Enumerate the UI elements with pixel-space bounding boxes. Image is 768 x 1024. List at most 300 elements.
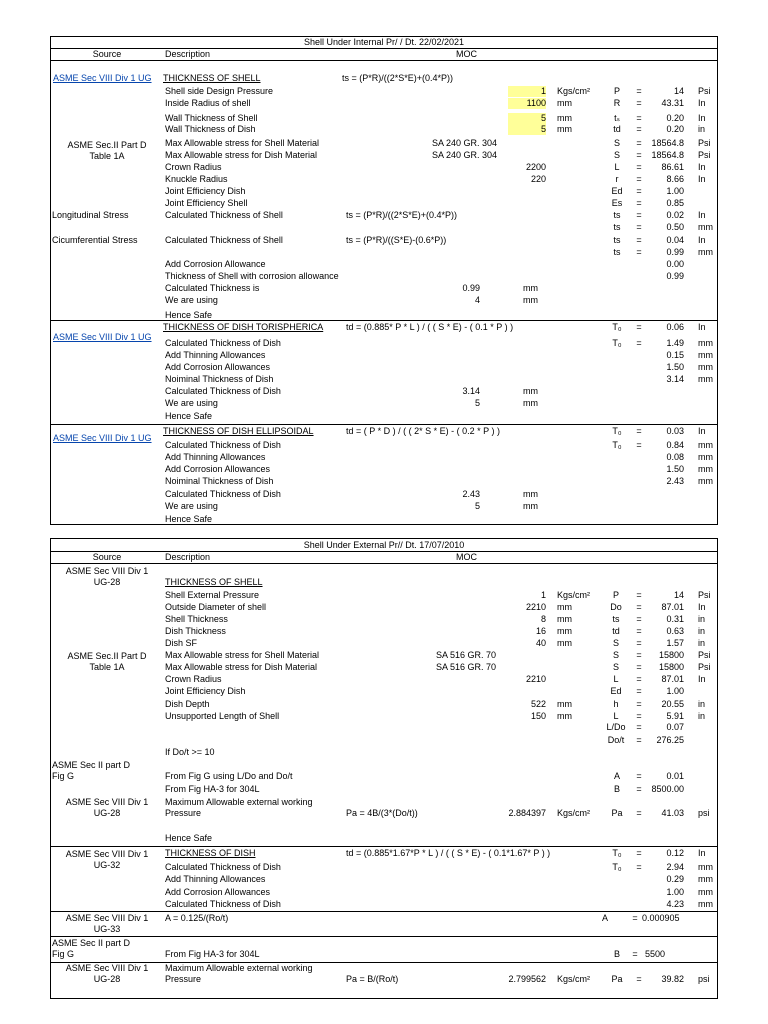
row-result: 0.06 — [666, 322, 684, 332]
divider — [50, 551, 718, 552]
row-symbol: Ed — [611, 186, 623, 196]
row-result: 1.50 — [666, 464, 684, 474]
row-symbol: ts — [612, 614, 620, 624]
divider — [50, 48, 718, 49]
row-description: Calculated Thickness of Dish — [165, 899, 281, 909]
row-result: 0.03 — [666, 426, 684, 436]
row-unit: mm — [523, 489, 538, 499]
row-symbol: S — [612, 650, 619, 660]
row-moc: SA 516 GR. 70 — [436, 650, 497, 660]
ref-line: ASME Sec II part D — [52, 760, 131, 770]
row-result-unit: Psi — [698, 662, 711, 672]
row-description: Add Corrosion Allowances — [165, 887, 271, 897]
row-description: Hence Safe — [165, 514, 213, 524]
row-result: 18564.8 — [651, 150, 684, 160]
row-unit: mm — [557, 711, 572, 721]
row-unit: mm — [523, 283, 538, 293]
equals: = — [636, 590, 642, 600]
symbol: B — [613, 784, 620, 794]
row-description: Dish Depth — [165, 699, 210, 709]
row-result-unit: Psi — [698, 86, 711, 96]
row-result-unit: In — [698, 322, 706, 332]
row-description: Shell Thickness — [165, 614, 228, 624]
row-symbol: L/Do — [606, 722, 626, 732]
result: 8500.00 — [651, 784, 684, 794]
unit: Kgs/cm² — [557, 808, 591, 818]
row-symbol: Es — [611, 198, 623, 208]
result: 5500 — [645, 949, 666, 959]
row-result: 0.29 — [666, 874, 684, 884]
row-value: 522 — [530, 699, 546, 709]
row-result-unit: in — [698, 699, 706, 709]
unit: Kgs/cm² — [557, 974, 591, 984]
equals: = — [636, 440, 642, 450]
row-description: Dish Thickness — [165, 626, 226, 636]
row-result-unit: in — [698, 614, 706, 624]
row-result: 0.00 — [666, 259, 684, 269]
ref-line: UG-28 — [93, 808, 121, 818]
ref-line: ASME Sec VIII Div 1 — [65, 849, 149, 859]
row-unit: mm — [557, 113, 572, 123]
row-result: 0.04 — [666, 235, 684, 245]
divider — [50, 846, 718, 847]
equals: = — [636, 650, 642, 660]
divider — [50, 563, 718, 564]
row-result-unit: mm — [698, 222, 713, 232]
row-value: 8 — [540, 614, 546, 624]
row-description: Hence Safe — [165, 411, 213, 421]
fig-ha3-desc: From Fig HA-3 for 304L — [165, 949, 260, 959]
equals: = — [636, 150, 642, 160]
ug33-desc: A = 0.125/(Ro/t) — [165, 913, 229, 923]
divider — [50, 424, 718, 425]
shell-heading: THICKNESS OF SHELL — [163, 73, 261, 83]
row-symbol: T₀ — [612, 440, 622, 450]
row-moc: 2.43 — [462, 489, 480, 499]
row-result: 1.49 — [666, 338, 684, 348]
ref-line: UG-28 — [93, 974, 121, 984]
symbol: A — [613, 771, 620, 781]
equals: = — [636, 322, 642, 332]
asme-reference-link[interactable]: ASME Sec VIII Div 1 UG — [53, 433, 152, 443]
row-description: Unsupported Length of Shell — [165, 711, 280, 721]
row-description: Hence Safe — [165, 310, 213, 320]
row-result: 8.66 — [666, 174, 684, 184]
row-result: 1.50 — [666, 362, 684, 372]
col-header-moc: MOC — [456, 49, 477, 59]
divider — [50, 320, 718, 321]
equals: = — [636, 186, 642, 196]
row-result: 1.00 — [666, 887, 684, 897]
divider — [50, 936, 718, 937]
row-symbol: S — [613, 150, 620, 160]
row-result-unit: Psi — [698, 138, 711, 148]
equals: = — [636, 711, 642, 721]
row-result: 15800 — [658, 650, 684, 660]
row-result-unit: mm — [698, 362, 713, 372]
row-symbol: S — [612, 662, 619, 672]
row-symbol: h — [613, 699, 619, 709]
row-description: Joint Efficiency Dish — [165, 686, 246, 696]
row-description: Crown Radius — [165, 674, 222, 684]
equals: = — [636, 98, 642, 108]
equals: = — [636, 426, 642, 436]
row-result: 0.85 — [666, 198, 684, 208]
row-symbol: P — [612, 590, 619, 600]
result: 39.82 — [661, 974, 684, 984]
row-description: Add Corrosion Allowance — [165, 259, 266, 269]
divider — [50, 60, 718, 61]
row-result-unit: mm — [698, 899, 713, 909]
equals: = — [636, 808, 642, 818]
symbol: Pa — [611, 974, 623, 984]
row-description: Calculated Thickness is — [165, 283, 260, 293]
row-description: We are using — [165, 398, 218, 408]
ref-line: Fig G — [52, 949, 75, 959]
row-description: Calculated Thickness of Dish — [165, 338, 281, 348]
result: 41.03 — [661, 808, 684, 818]
row-result: 0.20 — [666, 113, 684, 123]
row-result-unit: Psi — [698, 650, 711, 660]
row-result: 276.25 — [656, 735, 684, 745]
row-result-unit: in — [698, 638, 706, 648]
longitudinal-formula: ts = (P*R)/((2*S*E)+(0.4*P)) — [346, 210, 458, 220]
equals: = — [636, 771, 642, 781]
row-description: Knuckle Radius — [165, 174, 228, 184]
row-result: 2.43 — [666, 476, 684, 486]
internal-pressure-sheet — [50, 36, 718, 525]
sheet-title: Shell Under Internal Pr/ / Dt. 22/02/2021 — [303, 37, 465, 47]
ref-line: ASME Sec II part D — [52, 938, 131, 948]
equals: = — [636, 86, 642, 96]
row-value: 5 — [540, 124, 546, 134]
row-description: Add Thinning Allowances — [165, 350, 266, 360]
row-symbol: T₀ — [612, 848, 622, 858]
row-unit: mm — [557, 98, 572, 108]
row-moc: SA 516 GR. 70 — [436, 662, 497, 672]
row-result-unit: In — [698, 174, 706, 184]
row-result: 0.31 — [666, 614, 684, 624]
ref-line: Fig G — [52, 771, 75, 781]
row-symbol: ts — [613, 222, 621, 232]
row-value: 1 — [540, 86, 546, 96]
ref-line: ASME Sec VIII Div 1 — [65, 913, 149, 923]
equals: = — [636, 626, 642, 636]
row-result-unit: Psi — [698, 590, 711, 600]
row-moc: 5 — [474, 398, 480, 408]
row-result: 1.57 — [666, 638, 684, 648]
result: 0.000905 — [642, 913, 680, 923]
row-unit: mm — [523, 386, 538, 396]
row-symbol: P — [613, 86, 620, 96]
row-symbol: td — [612, 626, 620, 636]
fig-g-desc: From Fig G using L/Do and Do/t — [165, 771, 293, 781]
row-moc: 0.99 — [462, 283, 480, 293]
row-value: 150 — [530, 711, 546, 721]
row-description: Calculated Thickness of Dish — [165, 489, 281, 499]
equals: = — [636, 113, 642, 123]
asme-reference-link[interactable]: ASME Sec VIII Div 1 UG — [53, 332, 152, 342]
row-result-unit: In — [698, 848, 706, 858]
equals: = — [636, 735, 642, 745]
row-result-unit: In — [698, 113, 706, 123]
row-symbol: r — [615, 174, 619, 184]
row-moc: 3.14 — [462, 386, 480, 396]
row-unit: Kgs/cm² — [557, 590, 591, 600]
row-result: 14 — [673, 86, 684, 96]
row-description: Shell External Pressure — [165, 590, 260, 600]
row-value: 1 — [540, 590, 546, 600]
row-symbol: Ed — [610, 686, 622, 696]
row-description: Add Corrosion Allowances — [165, 464, 271, 474]
col-header-description: Description — [165, 49, 211, 59]
row-result-unit: mm — [698, 887, 713, 897]
row-value: 40 — [535, 638, 546, 648]
hence-safe: Hence Safe — [165, 833, 213, 843]
row-description: Calculated Thickness of Shell — [165, 235, 283, 245]
row-description: Max Allowable stress for Dish Material — [165, 662, 318, 672]
row-result: 4.23 — [666, 899, 684, 909]
row-result: 0.99 — [666, 271, 684, 281]
row-description: Max Allowable stress for Shell Material — [165, 138, 320, 148]
row-description: Noiminal Thickness of Dish — [165, 374, 274, 384]
equals: = — [636, 124, 642, 134]
result-unit: psi — [698, 974, 710, 984]
row-moc: 5 — [474, 501, 480, 511]
col-header-source: Source — [92, 552, 122, 562]
row-result: 87.01 — [661, 674, 684, 684]
row-value: 1100 — [526, 98, 546, 108]
maew-desc: Maximum Allowable external working — [165, 797, 313, 807]
row-description: Dish SF — [165, 638, 198, 648]
row-symbol: Do/t — [607, 735, 625, 745]
circumferential-stress-label: Cicumferential Stress — [52, 235, 138, 245]
maew-formula: Pa = 4B/(3*(Do/t)) — [346, 808, 418, 818]
row-moc: SA 240 GR. 304 — [432, 138, 498, 148]
row-result-unit: mm — [698, 862, 713, 872]
equals: = — [636, 686, 642, 696]
ref-line: ASME Sec VIII Div 1 — [65, 797, 149, 807]
row-unit: mm — [557, 614, 572, 624]
row-unit: mm — [557, 602, 572, 612]
row-description: Calculated Thickness of Shell — [165, 210, 283, 220]
row-result: 0.15 — [666, 350, 684, 360]
row-result: 86.61 — [661, 162, 684, 172]
row-symbol: Do — [610, 602, 622, 612]
ref-line: ASME Sec VIII Div 1 — [65, 566, 149, 576]
fig-ha3-desc: From Fig HA-3 for 304L — [165, 784, 260, 794]
row-symbol: T₀ — [612, 426, 622, 436]
equals: = — [632, 949, 638, 959]
row-description: Crown Radius — [165, 162, 222, 172]
external-shell-heading: THICKNESS OF SHELL — [165, 577, 263, 587]
ref-line: UG-32 — [93, 860, 121, 870]
equals: = — [636, 614, 642, 624]
table-ref-line2: Table 1A — [89, 662, 125, 672]
equals: = — [636, 862, 642, 872]
row-description: Inside Radius of shell — [165, 98, 251, 108]
row-result-unit: mm — [698, 476, 713, 486]
longitudinal-stress-label: Longitudinal Stress — [52, 210, 129, 220]
row-result-unit: in — [698, 124, 706, 134]
table-ref-line2: Table 1A — [89, 151, 125, 161]
row-result-unit: mm — [698, 874, 713, 884]
equals: = — [636, 638, 642, 648]
row-result-unit: mm — [698, 350, 713, 360]
equals: = — [636, 662, 642, 672]
row-result: 0.12 — [666, 848, 684, 858]
row-result: 15800 — [658, 662, 684, 672]
row-unit: mm — [557, 638, 572, 648]
row-moc: 4 — [474, 295, 480, 305]
equals: = — [636, 338, 642, 348]
row-symbol: L — [613, 711, 619, 721]
table-ref-line1: ASME Sec.II Part D — [67, 651, 147, 661]
row-unit: mm — [557, 124, 572, 134]
row-symbol: S — [613, 138, 620, 148]
row-result: 1.00 — [666, 186, 684, 196]
maew-desc: Pressure — [165, 974, 202, 984]
maew-value: 2.799562 — [508, 974, 546, 984]
equals: = — [636, 674, 642, 684]
row-result-unit: mm — [698, 247, 713, 257]
row-symbol: td — [613, 124, 621, 134]
row-description: Outside Diameter of shell — [165, 602, 267, 612]
row-symbol: S — [612, 638, 619, 648]
row-description: Wall Thickness of Dish — [165, 124, 256, 134]
row-symbol: ts — [613, 235, 621, 245]
maew-desc: Maximum Allowable external working — [165, 963, 313, 973]
row-result-unit: In — [698, 162, 706, 172]
row-unit: mm — [557, 699, 572, 709]
row-result: 0.20 — [666, 124, 684, 134]
equals: = — [636, 784, 642, 794]
row-result-unit: In — [698, 426, 706, 436]
row-description: Add Corrosion Allowances — [165, 362, 271, 372]
equals: = — [636, 174, 642, 184]
asme-reference-link[interactable]: ASME Sec VIII Div 1 UG — [53, 73, 152, 83]
row-unit: mm — [523, 501, 538, 511]
row-result-unit: in — [698, 711, 706, 721]
row-result-unit: mm — [698, 338, 713, 348]
row-moc: SA 240 GR. 304 — [432, 150, 498, 160]
symbol: Pa — [611, 808, 623, 818]
equals: = — [636, 848, 642, 858]
condition-text: If Do/t >= 10 — [165, 747, 215, 757]
row-result: 2.94 — [666, 862, 684, 872]
result: 0.01 — [666, 771, 684, 781]
torispherical-heading: THICKNESS OF DISH TORISPHERICA — [163, 322, 324, 332]
external-dish-formula: td = (0.885*1.67*P * L ) / ( ( S * E) - ( 0.1*1.67* P ) ) — [346, 848, 551, 858]
shell-formula: ts = (P*R)/((2*S*E)+(0.4*P)) — [342, 73, 454, 83]
row-value: 2210 — [525, 602, 546, 612]
row-result: 0.99 — [666, 247, 684, 257]
row-symbol: L — [614, 162, 620, 172]
row-description: Calculated Thickness of Dish — [165, 440, 281, 450]
col-header-moc: MOC — [456, 552, 477, 562]
symbol: A — [601, 913, 608, 923]
equals: = — [632, 913, 638, 923]
maew-value: 2.884397 — [508, 808, 546, 818]
row-symbol: L — [613, 674, 619, 684]
row-result: 5.91 — [666, 711, 684, 721]
row-value: 220 — [530, 174, 546, 184]
row-result-unit: mm — [698, 464, 713, 474]
row-description: Noiminal Thickness of Dish — [165, 476, 274, 486]
ellipsoidal-formula: td = ( P * D ) / ( ( 2* S * E) - ( 0.2 * P ) ) — [346, 426, 500, 436]
row-result: 0.08 — [666, 452, 684, 462]
row-symbol: ts — [613, 210, 621, 220]
circumferential-formula: ts = (P*R)/((S*E)-(0.6*P)) — [346, 235, 447, 245]
row-result-unit: In — [698, 602, 706, 612]
row-description: Joint Efficiency Shell — [165, 198, 248, 208]
row-description: Add Thinning Allowances — [165, 452, 266, 462]
row-symbol: ts — [613, 247, 621, 257]
row-symbol: T₀ — [612, 862, 622, 872]
equals: = — [636, 162, 642, 172]
external-dish-heading: THICKNESS OF DISH — [165, 848, 256, 858]
row-description: Calculated Thickness of Dish — [165, 386, 281, 396]
table-ref-line1: ASME Sec.II Part D — [67, 140, 147, 150]
row-value: 2210 — [525, 674, 546, 684]
row-unit: Kgs/cm² — [557, 86, 591, 96]
row-result: 20.55 — [661, 699, 684, 709]
ref-line: ASME Sec VIII Div 1 — [65, 963, 149, 973]
row-description: Calculated Thickness of Dish — [165, 862, 281, 872]
row-result-unit: mm — [698, 440, 713, 450]
maew-formula: Pa = B/(Ro/t) — [346, 974, 399, 984]
row-description: Shell side Design Pressure — [165, 86, 274, 96]
symbol: B — [613, 949, 620, 959]
row-result: 3.14 — [666, 374, 684, 384]
row-result-unit: In — [698, 674, 706, 684]
equals: = — [636, 198, 642, 208]
col-header-source: Source — [92, 49, 122, 59]
row-value: 5 — [540, 113, 546, 123]
equals: = — [636, 138, 642, 148]
row-value: 2200 — [525, 162, 546, 172]
row-result: 0.50 — [666, 222, 684, 232]
row-result: 14 — [673, 590, 684, 600]
row-result: 43.31 — [661, 98, 684, 108]
row-description: Max Allowable stress for Dish Material — [165, 150, 318, 160]
row-description: Add Thinning Allowances — [165, 874, 266, 884]
equals: = — [636, 247, 642, 257]
row-symbol: tₛ — [614, 113, 620, 123]
equals: = — [636, 699, 642, 709]
row-result: 0.07 — [666, 722, 684, 732]
row-description: We are using — [165, 501, 218, 511]
maew-desc: Pressure — [165, 808, 202, 818]
torispherical-formula: td = (0.885* P * L ) / ( ( S * E) - ( 0.1 * P ) ) — [346, 322, 514, 332]
row-result: 87.01 — [661, 602, 684, 612]
row-description: Wall Thickness of Shell — [165, 113, 258, 123]
row-symbol: T₀ — [612, 322, 622, 332]
row-description: We are using — [165, 295, 218, 305]
row-symbol: R — [613, 98, 621, 108]
sheet-title: Shell Under External Pr// Dt. 17/07/2010 — [303, 540, 465, 550]
row-description: Max Allowable stress for Shell Material — [165, 650, 320, 660]
col-header-description: Description — [165, 552, 211, 562]
row-description: Joint Efficiency Dish — [165, 186, 246, 196]
row-description: Thickness of Shell with corrosion allowance — [165, 271, 339, 281]
ref-line: UG-33 — [93, 924, 121, 934]
row-result: 0.84 — [666, 440, 684, 450]
row-unit: mm — [523, 398, 538, 408]
row-result: 1.00 — [666, 686, 684, 696]
equals: = — [636, 722, 642, 732]
row-result-unit: In — [698, 210, 706, 220]
